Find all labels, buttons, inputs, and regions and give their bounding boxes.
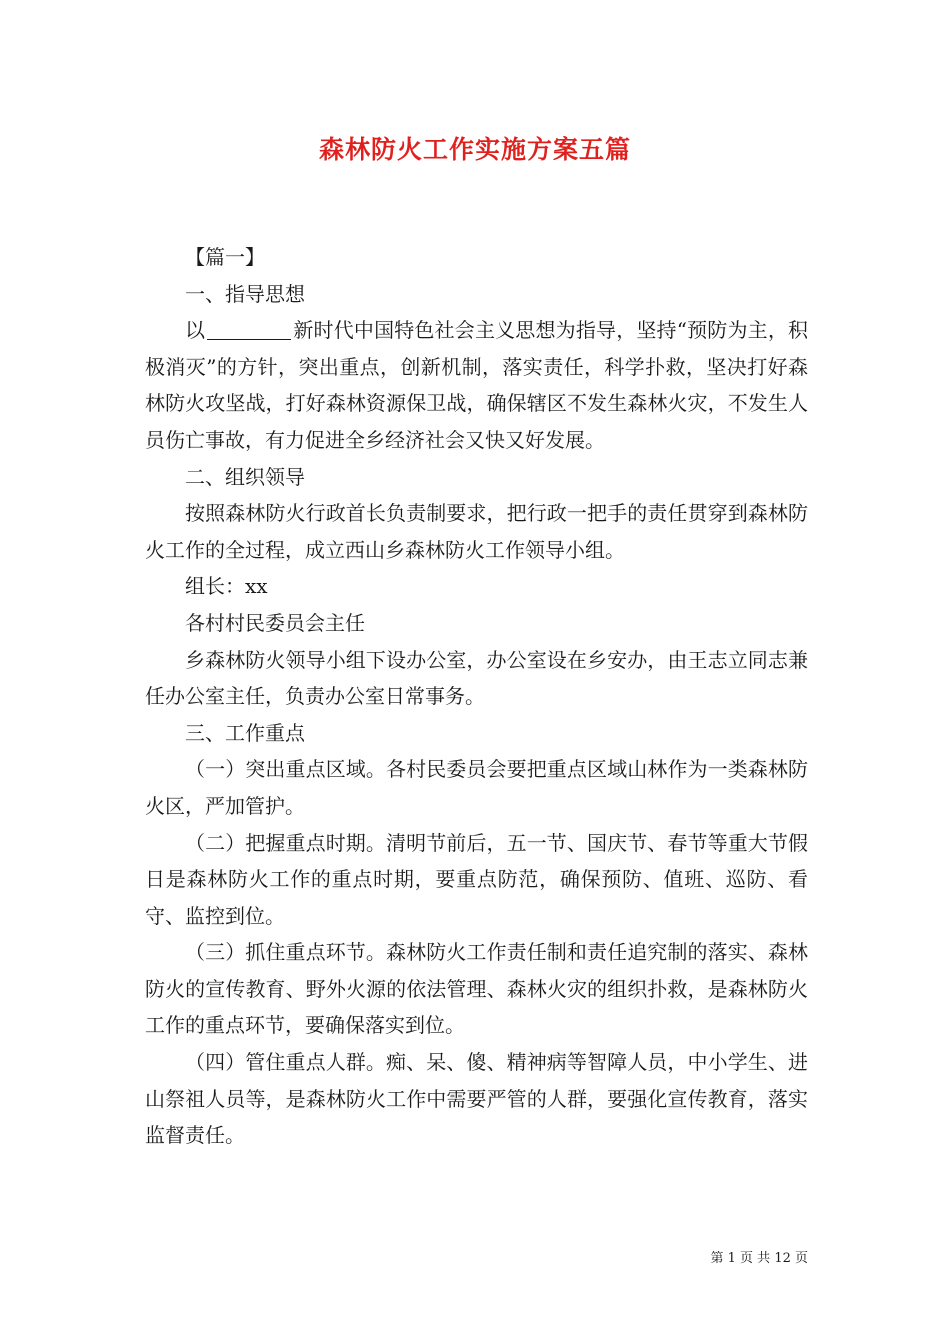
paragraph-key-periods: （二）把握重点时期。清明节前后，五一节、国庆节、春节等重大节假日是森林防火工作的重点时期，要重点防范，确保预防、值班、巡防、看守、监控到位。 — [145, 830, 808, 928]
paragraph-guiding-ideology — [145, 312, 808, 458]
blank-underline — [207, 319, 291, 340]
paragraph-key-areas: （一）突出重点区域。各村民委员会要把重点区域山林作为一类森林防火区，严加管护。 — [145, 757, 808, 818]
paragraph-village-directors: 各村村民委员会主任 — [185, 610, 365, 635]
heading-organization: 二、组织领导 — [185, 464, 305, 489]
section-heading-part-one: 【篇一】 — [185, 245, 265, 269]
document-body — [145, 239, 808, 1154]
page-number: 第 1 页 共 12 页 — [710, 1251, 808, 1266]
paragraph-key-groups: （四）管住重点人群。痴、呆、傻、精神病等智障人员，中小学生、进山祭祖人员等，是森林防火工作中需要严管的人群，要强化宣传教育，落实监督责任。 — [145, 1050, 808, 1148]
heading-guiding-ideology: 一、指导思想 — [185, 281, 305, 306]
guiding-prefix: 以 — [185, 318, 206, 343]
guiding-text: 新时代中国特色社会主义思想为指导，坚持“预防为主，积极消灭”的方针，突出重点，创新机制，落实责任，科学扑救，坚决打好森林防火攻坚战，打好森林资源保卫战，确保辖区不发生森林火灾，不发生人员伤亡事故，有力促进全乡经济社会又快又好发展。 — [145, 318, 809, 452]
paragraph-organization: 按照森林防火行政首长负责制要求，把行政一把手的责任贯穿到森林防火工作的全过程，成立西山乡森林防火工作领导小组。 — [145, 501, 808, 562]
document-title: 森林防火工作实施方案五篇 — [318, 135, 631, 164]
heading-key-work: 三、工作重点 — [185, 720, 305, 745]
paragraph-team-leader: 组长：xx — [185, 574, 268, 599]
paragraph-office: 乡森林防火领导小组下设办公室，办公室设在乡安办，由王志立同志兼任办公室主任，负责办公室日常事务。 — [145, 647, 808, 709]
paragraph-key-links: （三）抓住重点环节。森林防火工作责任制和责任追究制的落实、森林防火的宣传教育、野外火源的依法管理、森林火灾的组织扑救，是森林防火工作的重点环节，要确保落实到位。 — [145, 940, 808, 1038]
